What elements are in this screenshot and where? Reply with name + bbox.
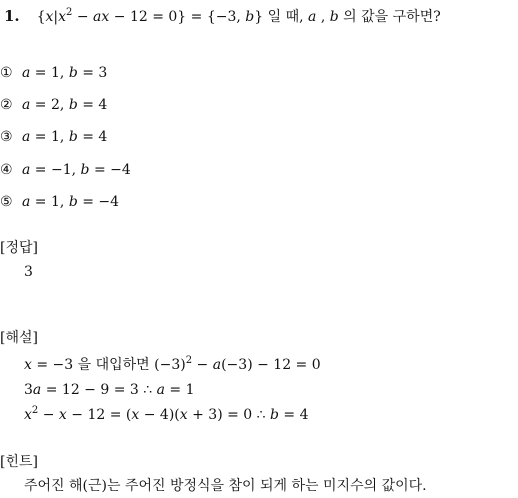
- choice-a-value: = −1,: [30, 162, 81, 178]
- tail-a: a: [308, 9, 317, 25]
- choice-3[interactable]: [0, 127, 107, 147]
- var-x: x: [24, 357, 32, 373]
- equation-rest: − 12 = 0} = {−3,: [109, 9, 246, 25]
- hint-heading: [힌트]: [0, 454, 38, 470]
- text: −: [38, 407, 59, 423]
- set-close: }: [254, 9, 264, 25]
- choice-2[interactable]: [0, 95, 107, 115]
- answer-heading: [정답]: [0, 240, 38, 256]
- var-x3: x: [101, 9, 110, 25]
- choice-a-value: = 2,: [30, 97, 69, 113]
- exponent: 2: [31, 405, 39, 416]
- question: [4, 6, 441, 27]
- var-a: a: [32, 382, 42, 398]
- explanation-line-3: [24, 405, 309, 425]
- text: − 4)(: [139, 407, 180, 423]
- question-tail: 일 때,: [263, 9, 309, 25]
- set-open: {: [36, 9, 46, 25]
- explanation-heading: [해설]: [0, 330, 38, 346]
- choice-marker: ⑤: [0, 194, 13, 210]
- text: = 12 − 9 = 3 ∴: [41, 382, 157, 398]
- choice-marker: ③: [0, 129, 13, 145]
- var-b: b: [270, 407, 279, 423]
- choice-marker: ④: [0, 162, 13, 178]
- var-a: a: [212, 357, 222, 373]
- question-number: 1.: [4, 7, 20, 25]
- question-end: 의 값을 구하면?: [338, 9, 441, 25]
- choice-b-value: = 4: [77, 129, 108, 145]
- text: = 1: [164, 382, 195, 398]
- choice-a-value: = 1,: [30, 194, 69, 210]
- tail-comma: ,: [316, 9, 330, 25]
- choice-1[interactable]: [0, 63, 107, 83]
- choice-a-label: a: [22, 194, 31, 210]
- choice-b-value: = −4: [77, 194, 120, 210]
- choice-a-label: a: [22, 129, 31, 145]
- choice-b-value: = 4: [77, 97, 108, 113]
- explanation-line-1: [24, 355, 321, 375]
- choice-b-label: b: [68, 65, 78, 81]
- var-x2: x: [58, 9, 67, 25]
- choice-b-label: b: [68, 129, 78, 145]
- choice-marker: ②: [0, 97, 13, 113]
- explanation-line-2: [24, 380, 195, 400]
- set-bar: |: [53, 9, 59, 25]
- text: 3: [24, 382, 33, 398]
- var-a: a: [156, 382, 165, 398]
- text: = 4: [278, 407, 309, 423]
- choice-4[interactable]: [0, 160, 131, 180]
- choice-a-value: = 1,: [30, 129, 69, 145]
- choice-a-label: a: [22, 162, 31, 178]
- text: (−3) − 12 = 0: [221, 357, 321, 373]
- var-x: x: [131, 407, 140, 423]
- choice-b-label: b: [68, 194, 78, 210]
- choice-b-label: b: [68, 97, 78, 113]
- var-x: x: [58, 407, 67, 423]
- choice-b-label: b: [80, 162, 90, 178]
- text: + 3) = 0 ∴: [187, 407, 271, 423]
- hint-text: 주어진 해(근)는 주어진 방정식을 참이 되게 하는 미지수의 값이다.: [24, 478, 427, 494]
- exponent: 2: [66, 7, 73, 18]
- var-x: x: [24, 407, 32, 423]
- choice-a-value: = 1,: [30, 65, 69, 81]
- answer-value: 3: [24, 264, 33, 280]
- choice-marker: ①: [0, 65, 13, 81]
- choice-b-value: = 3: [77, 65, 108, 81]
- operator: −: [72, 9, 94, 25]
- tail-b: b: [329, 9, 339, 25]
- text: = −3 을 대입하면 (−3): [31, 357, 186, 373]
- var-b: b: [245, 9, 255, 25]
- var-x: x: [179, 407, 188, 423]
- choice-a-label: a: [22, 97, 31, 113]
- choice-5[interactable]: [0, 192, 119, 212]
- text: −: [192, 357, 213, 373]
- text: − 12 = (: [66, 407, 132, 423]
- exponent: 2: [185, 355, 193, 366]
- var-a: a: [93, 9, 102, 25]
- choice-b-value: = −4: [89, 162, 131, 178]
- choice-a-label: a: [22, 65, 31, 81]
- var-x: x: [45, 9, 54, 25]
